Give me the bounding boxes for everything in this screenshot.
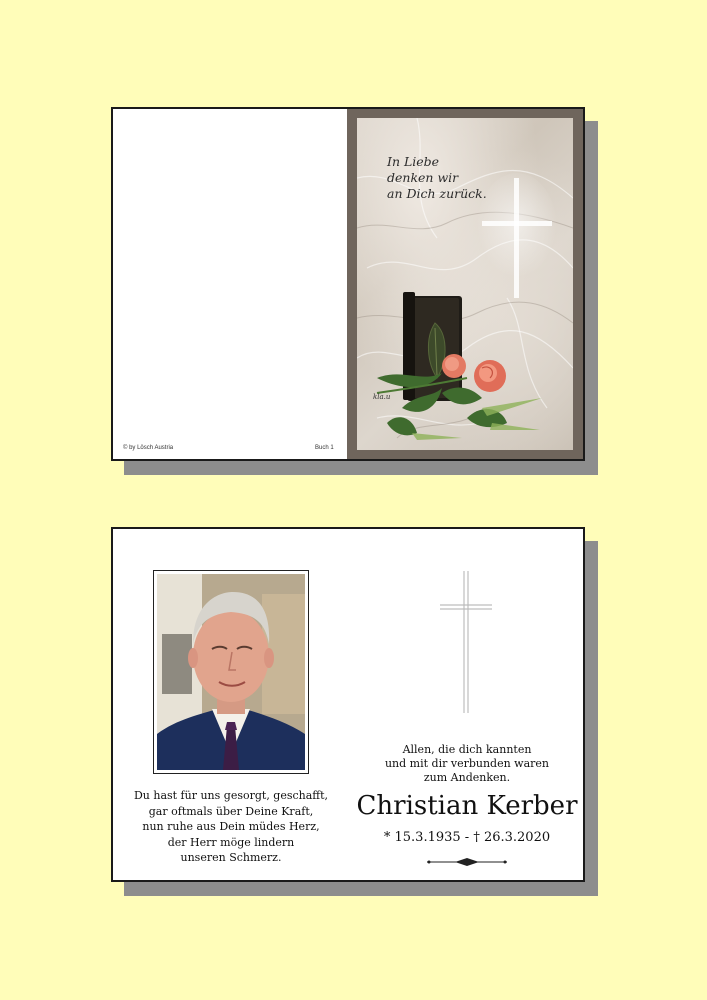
- portrait-frame: [153, 570, 309, 774]
- copyright-text: © by Lösch Austria: [123, 445, 174, 451]
- card-front-back-side: [111, 107, 585, 461]
- portrait-photo: [157, 574, 305, 770]
- dedication-line-3: zum Andenken.: [423, 771, 511, 784]
- cover-line-1: In Liebe: [387, 154, 440, 169]
- cover-line-3: an Dich zurück.: [387, 186, 487, 201]
- poem-line-2: gar oftmals über Deine Kraft,: [148, 804, 314, 818]
- outline-cross-icon: [438, 569, 494, 715]
- glowing-cross-icon: [472, 173, 562, 303]
- artist-signature: kla.u: [373, 393, 391, 401]
- poem-line-5: unseren Schmerz.: [180, 851, 282, 864]
- dedication-text: [351, 743, 583, 785]
- deceased-name: Christian Kerber: [356, 791, 578, 821]
- cover-line-2: denken wir: [387, 170, 459, 185]
- life-dates: * 15.3.1935 - † 26.3.2020: [383, 830, 551, 845]
- dedication-line-2: und mit dir verbunden waren: [384, 757, 550, 770]
- product-code-text: Buch 1: [315, 445, 334, 451]
- roses-bouquet-icon: [372, 338, 547, 443]
- card-back-blank-panel: [113, 109, 347, 459]
- card-inside-spread: [111, 527, 585, 882]
- poem-line-1: Du hast für uns gesorgt, geschafft,: [133, 789, 329, 802]
- dedication-line-1: Allen, die dich kannten: [402, 743, 532, 756]
- ornament-divider-icon: [425, 857, 509, 867]
- card-cover-panel: [347, 109, 583, 459]
- poem-line-3: nun ruhe aus Dein müdes Herz,: [142, 820, 320, 833]
- memorial-poem: [121, 788, 341, 866]
- marble-background: [357, 118, 573, 450]
- poem-line-4: der Herr möge lindern: [167, 835, 295, 849]
- portrait-image: [157, 574, 305, 770]
